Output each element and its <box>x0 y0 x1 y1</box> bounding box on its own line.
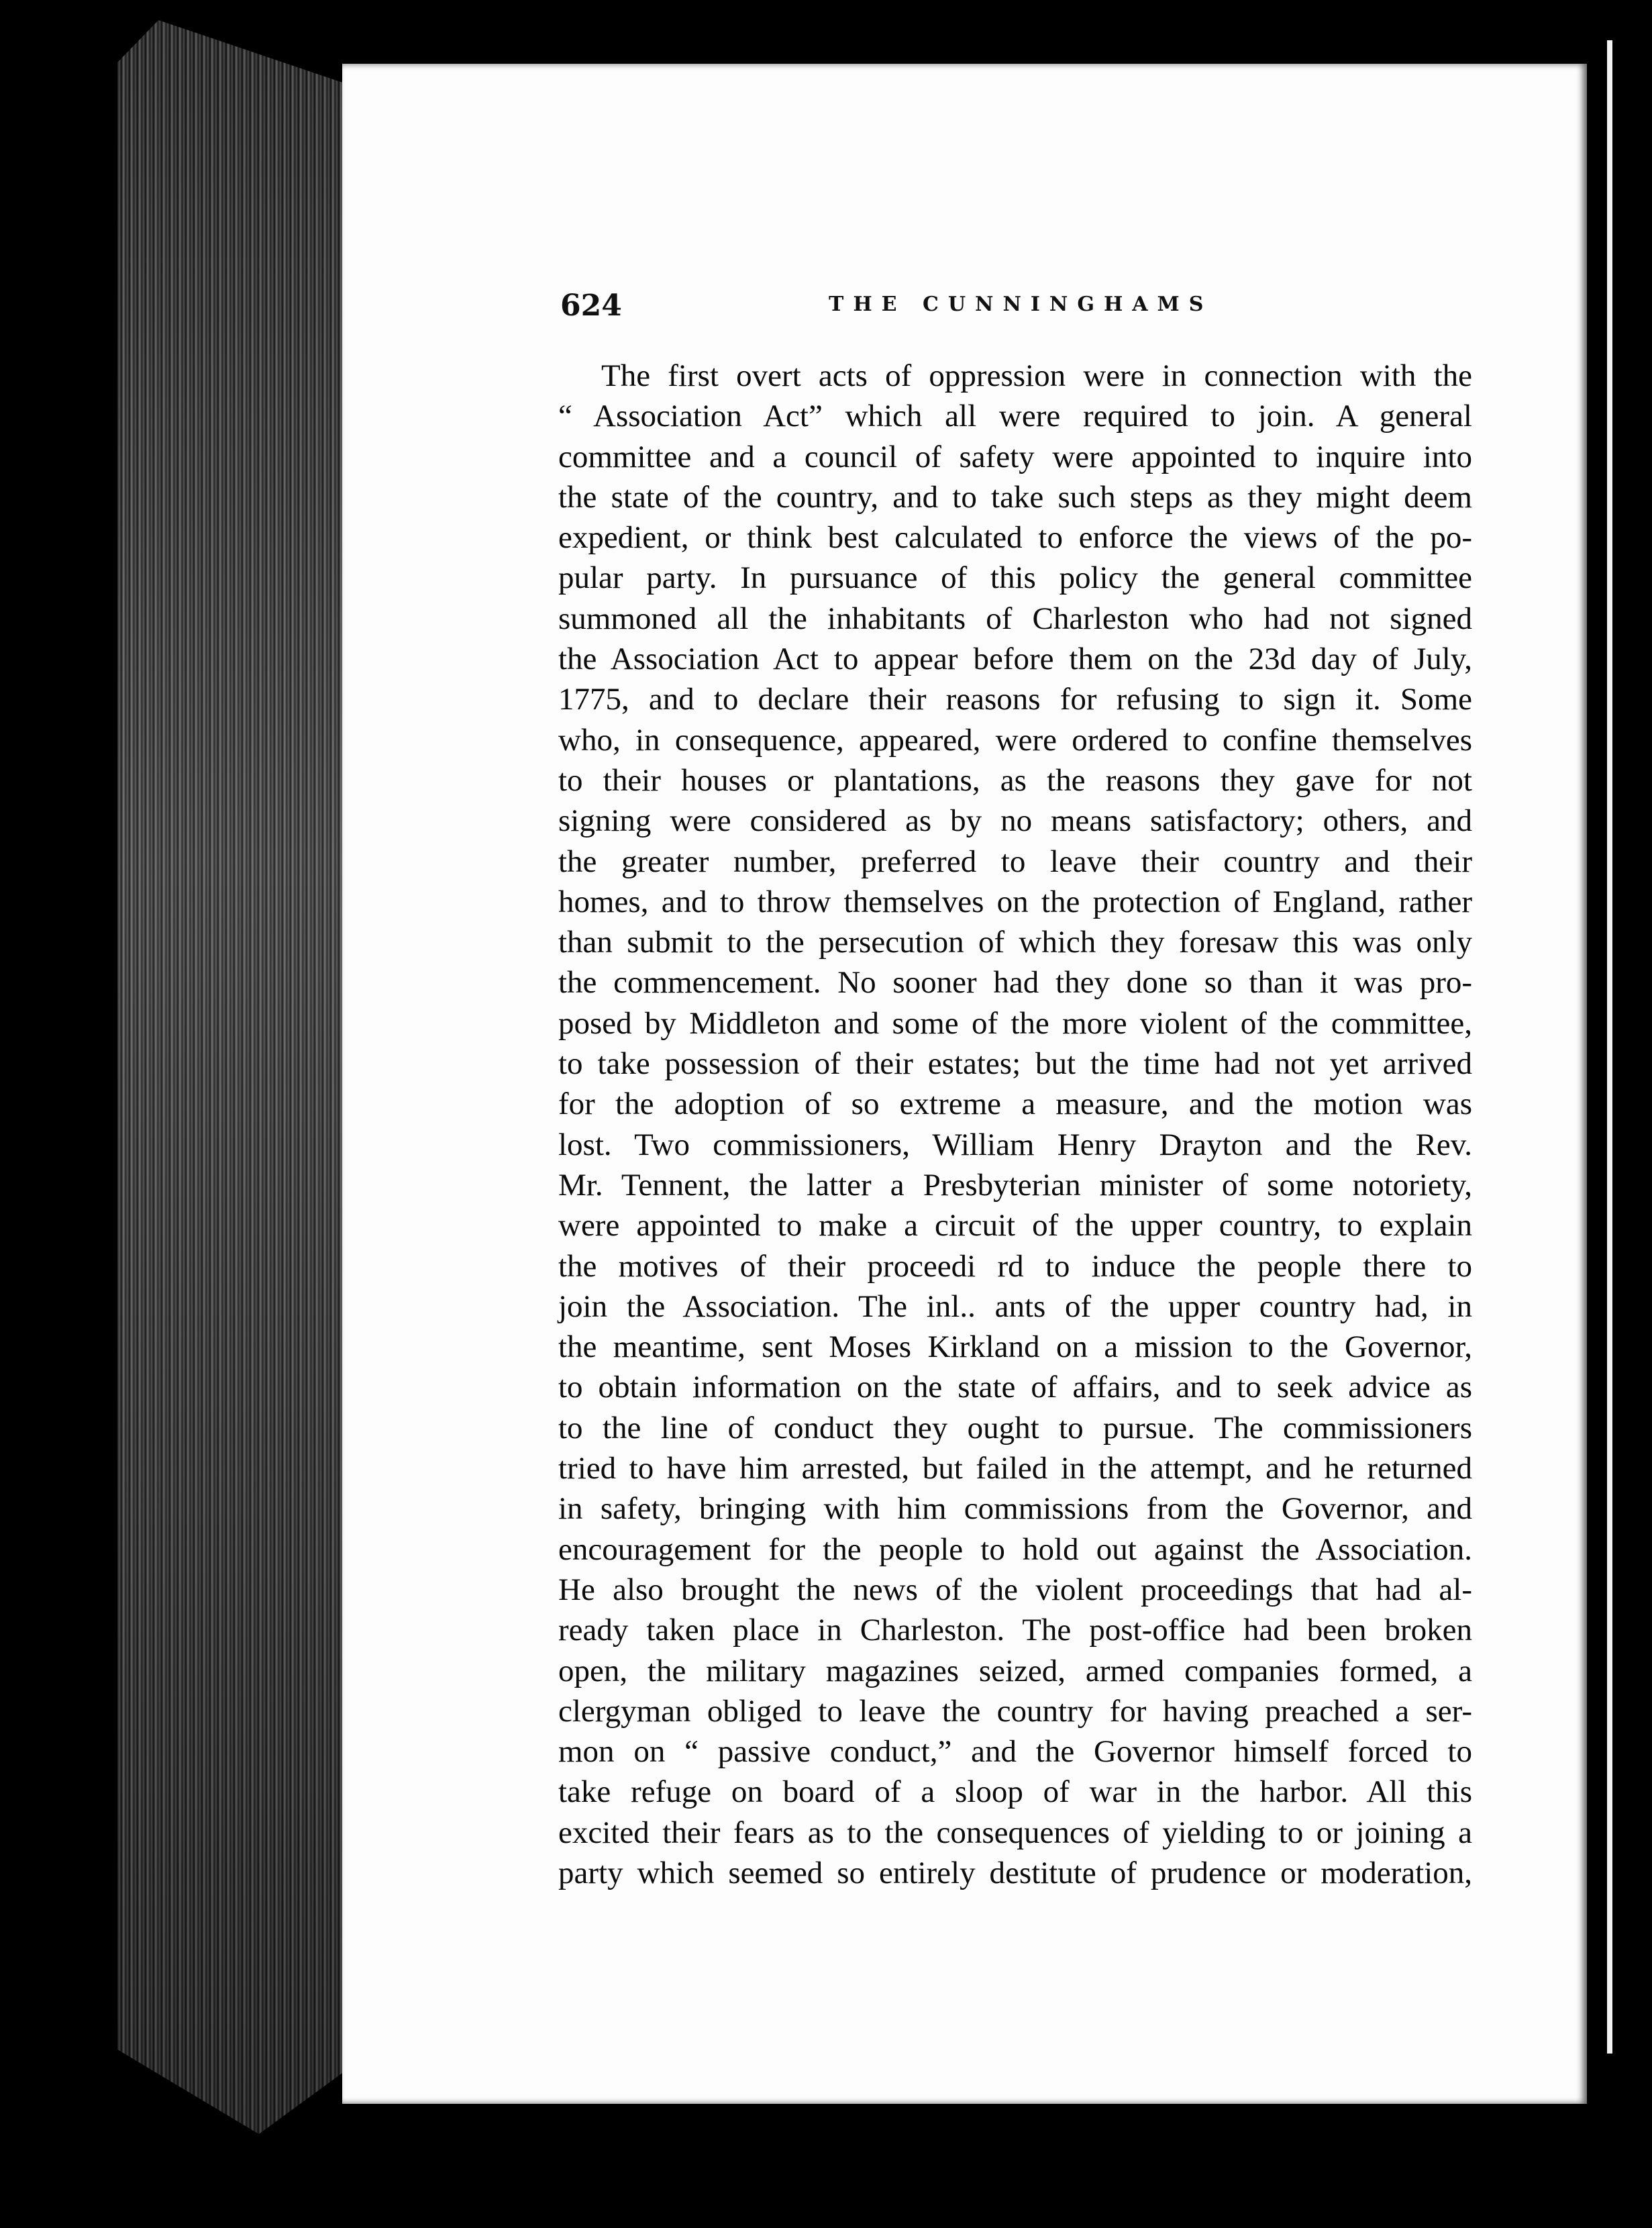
text-line: to obtain information on the state of affairs, and to seek advice as <box>558 1370 1472 1405</box>
text-line: the motives of their proceedi rd to induce the people there to <box>558 1248 1472 1284</box>
text-line: 1775, and to declare their reasons for refusing to sign it. Some <box>558 682 1472 717</box>
text-line: were appointed to make a circuit of the upper country, to explain <box>558 1208 1472 1244</box>
text-line: expedient, or think best calculated to enforce the views of the po- <box>558 520 1472 556</box>
text-line: homes, and to throw themselves on the protection of England, rather <box>558 884 1472 919</box>
text-line: the greater number, preferred to leave their country and their <box>558 844 1472 879</box>
text-line: encouragement for the people to hold out against the Association. <box>558 1531 1472 1567</box>
text-line: pular party. In pursuance of this policy the general committee <box>558 560 1472 596</box>
text-line: party which seemed so entirely destitute of prudence or moderation, <box>558 1855 1472 1890</box>
text-line: for the adoption of so extreme a measure, and the motion was <box>558 1086 1472 1122</box>
page-number: 624 <box>560 289 622 323</box>
text-line: the meantime, sent Moses Kirkland on a mission to the Governor, <box>558 1329 1472 1365</box>
text-line: signing were considered as by no means satisfactory; others, and <box>558 803 1472 839</box>
text-line: The first overt acts of oppression were in connection with the <box>601 358 1472 393</box>
facing-page-edge <box>1607 40 1612 2054</box>
text-line: in safety, bringing with him commissions from the Governor, and <box>558 1491 1472 1527</box>
text-line: clergyman obliged to leave the country for having preached a ser- <box>558 1693 1472 1729</box>
text-line: He also brought the news of the violent proceedings that had al- <box>558 1572 1472 1607</box>
text-line: to their houses or plantations, as the reasons they gave for not <box>558 762 1472 798</box>
text-line: mon on “ passive conduct,” and the Governor himself forced to <box>558 1734 1472 1770</box>
running-head: THE CUNNINGHAMS <box>829 293 1213 316</box>
text-line: posed by Middleton and some of the more violent of the committee, <box>558 1005 1472 1041</box>
text-line: excited their fears as to the consequences of yielding to or joining a <box>558 1815 1472 1850</box>
text-line: Mr. Tennent, the latter a Presbyterian minister of some notoriety, <box>558 1167 1472 1203</box>
text-line: than submit to the persecution of which they foresaw this was only <box>558 925 1472 960</box>
text-line: tried to have him arrested, but failed in the attempt, and he returned <box>558 1451 1472 1486</box>
text-line: to take possession of their estates; but the time had not yet arrived <box>558 1046 1472 1082</box>
text-line: take refuge on board of a sloop of war in the harbor. All this <box>558 1774 1472 1810</box>
text-line: to the line of conduct they ought to pursue. The commissioners <box>558 1410 1472 1446</box>
text-line: open, the military magazines seized, armed companies formed, a <box>558 1653 1472 1688</box>
text-line: the commencement. No sooner had they done so than it was pro- <box>558 965 1472 1001</box>
body-paragraph <box>558 356 1472 1893</box>
book-page-edges <box>117 20 346 2134</box>
text-line: ready taken place in Charleston. The post-office had been broken <box>558 1613 1472 1648</box>
text-line: lost. Two commissioners, William Henry Drayton and the Rev. <box>558 1127 1472 1162</box>
text-line: committee and a council of safety were appointed to inquire into <box>558 439 1472 474</box>
page-header <box>560 289 1453 329</box>
text-line: join the Association. The inl.. ants of the upper country had, in <box>558 1288 1472 1324</box>
text-line: “ Association Act” which all were required to join. A general <box>558 399 1472 434</box>
text-line: summoned all the inhabitants of Charleston who had not signed <box>558 601 1472 636</box>
text-line: who, in consequence, appeared, were ordered to confine themselves <box>558 722 1472 758</box>
text-line: the state of the country, and to take such steps as they might deem <box>558 479 1472 515</box>
text-line: the Association Act to appear before them on the 23d day of July, <box>558 642 1472 677</box>
